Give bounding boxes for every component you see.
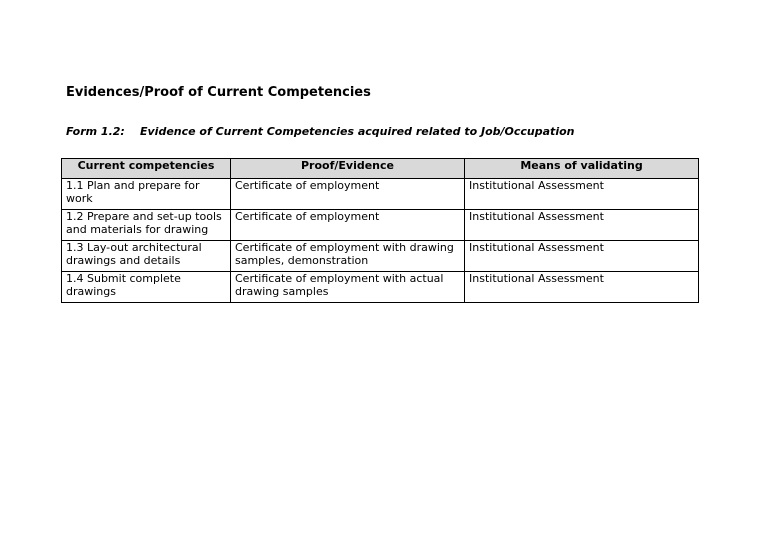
evidence-cell: Certificate of employment with actual drawing samples [231,272,465,303]
table-row [62,179,699,210]
validation-cell: Institutional Assessment [465,272,699,303]
table-row [62,241,699,272]
form-number: Form 1.2: [66,125,125,138]
evidence-cell: Certificate of employment [231,179,465,210]
evidence-cell: Certificate of employment [231,210,465,241]
validation-cell: Institutional Assessment [465,241,699,272]
table-row [62,272,699,303]
validation-cell: Institutional Assessment [465,179,699,210]
evidence-cell: Certificate of employment with drawing samples, demonstration [231,241,465,272]
competency-cell: 1.4 Submit complete drawings [62,272,231,303]
header-means-of-validating: Means of validating [465,159,699,179]
form-title: Evidence of Current Competencies acquired related to Job/Occupation [140,125,575,138]
validation-cell: Institutional Assessment [465,210,699,241]
competency-cell: 1.3 Lay-out architectural drawings and details [62,241,231,272]
form-caption [66,125,574,138]
competency-cell: 1.1 Plan and prepare for work [62,179,231,210]
table-header-row [62,159,699,179]
table-row [62,210,699,241]
header-current-competencies: Current competencies [62,159,231,179]
evidence-table [61,158,699,303]
header-proof-evidence: Proof/Evidence [231,159,465,179]
page-title: Evidences/Proof of Current Competencies [66,85,371,100]
competency-cell: 1.2 Prepare and set-up tools and materials for drawing [62,210,231,241]
